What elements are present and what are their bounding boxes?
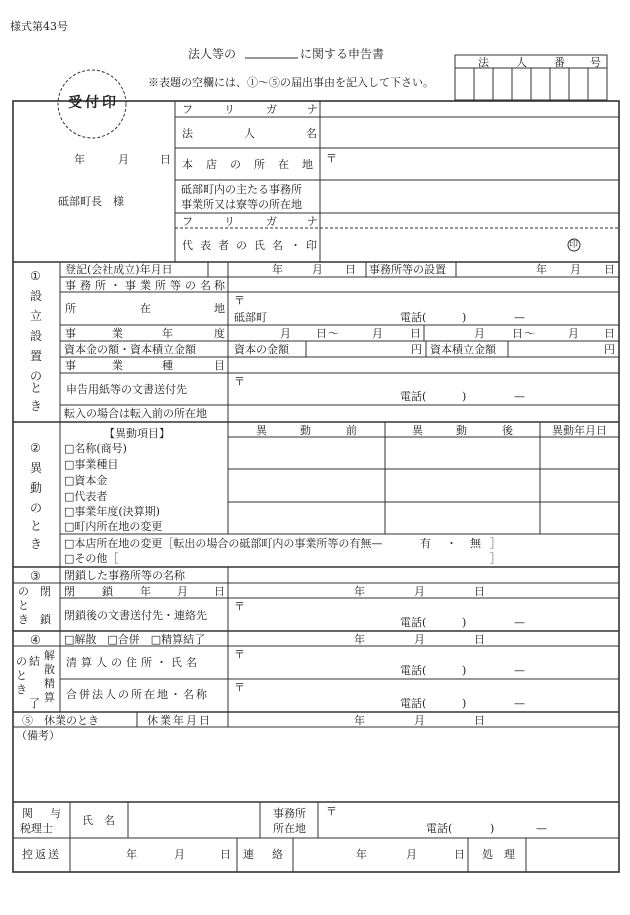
s4-day: 日 bbox=[474, 633, 485, 646]
s3-phone: 電話( bbox=[400, 616, 427, 629]
s1-send-phone: 電話( bbox=[400, 390, 427, 403]
date-month: 月 bbox=[118, 153, 129, 166]
corp-number-header-3: 番 bbox=[554, 56, 565, 69]
s4-merger-phone-dash: — bbox=[514, 697, 525, 710]
rep-name-6: 名 bbox=[272, 239, 283, 252]
s4-liq-phone-close: ) bbox=[462, 664, 467, 677]
s1-office-name-9: の bbox=[185, 279, 196, 292]
s2-char-5: と bbox=[30, 519, 43, 533]
s1-capital-amount-label: 資本の金額 bbox=[234, 343, 289, 356]
rep-furigana-3: ガ bbox=[266, 215, 277, 228]
s1-fy-tilde1: ～ bbox=[328, 327, 339, 340]
s2-item-town-location: □町内所在地の変更 bbox=[64, 520, 163, 533]
s3-closed-office-label: 閉鎖した事務所等の名称 bbox=[64, 569, 185, 582]
rep-name-5: 氏 bbox=[254, 239, 265, 252]
s1-fy-4: 度 bbox=[214, 327, 225, 340]
s2-before-2: 動 bbox=[300, 424, 311, 437]
s1-postal-mark: 〒 bbox=[234, 294, 245, 307]
s1-char-1: ① bbox=[30, 269, 41, 283]
seal-mark: 印 bbox=[569, 240, 579, 250]
s1-moved-in-label: 転入の場合は転入前の所在地 bbox=[64, 407, 207, 420]
s1-phone: 電話( bbox=[400, 311, 427, 324]
s2-item-fiscal: □事業年度(決算期) bbox=[64, 505, 160, 518]
s2-item-business: □事業種目 bbox=[64, 458, 119, 471]
s1-char-6: の bbox=[30, 369, 43, 383]
s5-label: ⑤ 休業のとき bbox=[22, 714, 99, 727]
form-number: 様式第43号 bbox=[10, 20, 68, 33]
s5-year: 年 bbox=[354, 714, 365, 727]
s2-item-capital: □資本金 bbox=[64, 474, 108, 487]
s3-side-to: と bbox=[18, 599, 29, 612]
s4-side-zan: 算 bbox=[44, 691, 55, 704]
s4-merger-postal: 〒 bbox=[234, 681, 245, 694]
s4-side-kai: 解 bbox=[44, 649, 55, 662]
rep-furigana-2: リ bbox=[224, 215, 235, 228]
s1-send-phone-close: ) bbox=[462, 390, 467, 403]
s1-office-name-1: 事 bbox=[65, 279, 76, 292]
s1-office-name-2: 務 bbox=[80, 279, 91, 292]
s1-biz-1: 事 bbox=[65, 359, 76, 372]
s1-office-name-8: 等 bbox=[170, 279, 181, 292]
s1-phone-close: ) bbox=[462, 311, 467, 324]
s1-reg-date-label: 登記(会社成立)年月日 bbox=[65, 263, 173, 276]
s2-after-1: 異 bbox=[412, 424, 423, 437]
s4-side-san: 散 bbox=[44, 663, 55, 676]
s1-char-8: き bbox=[30, 399, 43, 413]
s1-send-phone-dash: — bbox=[514, 390, 525, 403]
s1-biz-2: 業 bbox=[112, 359, 123, 372]
s1-location-3: 地 bbox=[214, 302, 225, 315]
s1-phone-dash: — bbox=[514, 311, 525, 324]
s1-fy-d3: 日 bbox=[512, 327, 523, 340]
rep-name-7: ・ bbox=[290, 239, 301, 252]
s1-fy-3: 年 bbox=[162, 327, 173, 340]
footer-kan: 関 bbox=[22, 807, 33, 820]
footer-phone-close: ) bbox=[490, 822, 495, 835]
s4-month: 月 bbox=[414, 633, 425, 646]
s1-town: 砥部町 bbox=[234, 311, 267, 324]
head-office-6: 地 bbox=[302, 158, 313, 171]
s3-month: 月 bbox=[414, 585, 425, 598]
s3-send-after-label: 閉鎖後の文書送付先・連絡先 bbox=[64, 609, 207, 622]
s2-item-name: □名称(商号) bbox=[64, 442, 127, 455]
s1-setup-month: 月 bbox=[570, 263, 581, 276]
s1-fy-m3: 月 bbox=[474, 327, 485, 340]
s1-reg-year: 年 bbox=[272, 263, 283, 276]
title-note: ※表題の空欄には、①～⑤の届出事由を記入して下さい。 bbox=[148, 76, 434, 89]
footer-tax-advisor: 税理士 bbox=[20, 822, 53, 835]
s4-merger-phone: 電話( bbox=[400, 697, 427, 710]
s2-before-1: 異 bbox=[256, 424, 267, 437]
postal-mark-head: 〒 bbox=[326, 152, 337, 165]
s2-dot: ・ bbox=[446, 537, 457, 550]
s1-fy-m1: 月 bbox=[280, 327, 291, 340]
footer-yo: 与 bbox=[50, 807, 61, 820]
s1-office-name-4: ・ bbox=[110, 279, 121, 292]
s2-item-rep: □代表者 bbox=[64, 490, 108, 503]
s2-items-header: 【異動項目】 bbox=[104, 427, 170, 440]
corp-number-header-4: 号 bbox=[590, 56, 601, 69]
s1-char-5: 置 bbox=[30, 349, 43, 363]
s1-reg-month: 月 bbox=[312, 263, 323, 276]
footer-process-1: 処 bbox=[482, 848, 493, 861]
s4-liq-postal: 〒 bbox=[234, 648, 245, 661]
s5-day: 日 bbox=[474, 714, 485, 727]
s1-office-name-5: 事 bbox=[125, 279, 136, 292]
s1-office-setup-label: 事務所等の設置 bbox=[369, 263, 446, 276]
s1-office-name-7: 所 bbox=[155, 279, 166, 292]
addressee: 砥部町長 様 bbox=[58, 195, 124, 208]
s4-side-ki: き bbox=[16, 683, 27, 696]
footer-ct-day: 日 bbox=[454, 848, 465, 861]
s1-fy-m2: 月 bbox=[372, 327, 383, 340]
s2-after-3: 後 bbox=[502, 424, 513, 437]
s2-bracket-close-1: ］ bbox=[490, 537, 501, 550]
main-office-line2: 事業所又は寮等の所在地 bbox=[181, 198, 302, 211]
date-year: 年 bbox=[74, 153, 85, 166]
s3-closed-date-4: 月 bbox=[177, 585, 188, 598]
s1-capital-label: 資本金の額・資本積立金額 bbox=[64, 343, 196, 356]
s4-options: □解散 □合併 □精算結了 bbox=[64, 633, 206, 646]
s2-char-2: 異 bbox=[30, 461, 43, 475]
s1-setup-year: 年 bbox=[536, 263, 547, 276]
s4-liquidator-label: 清算人の住所・氏名 bbox=[66, 656, 201, 669]
s1-biz-3: 種 bbox=[162, 359, 173, 372]
s3-side-chain: 鎖 bbox=[40, 613, 51, 626]
footer-cs-year: 年 bbox=[126, 848, 137, 861]
footer-cs-day: 日 bbox=[220, 848, 231, 861]
s1-office-name-3: 所 bbox=[95, 279, 106, 292]
s3-side-no: の bbox=[18, 585, 29, 598]
s2-yes: 有 bbox=[420, 537, 431, 550]
head-office-1: 本 bbox=[182, 158, 193, 171]
rep-furigana-1: フ bbox=[182, 215, 193, 228]
s4-merger-label: 合併法人の所在地・名称 bbox=[66, 688, 209, 701]
s1-char-2: 設 bbox=[30, 289, 43, 303]
s3-closed-date-1: 閉 bbox=[64, 585, 75, 598]
date-day: 日 bbox=[160, 153, 171, 166]
footer-office-1: 事務所 bbox=[273, 807, 306, 820]
footer-ct-year: 年 bbox=[356, 848, 367, 861]
s2-other: □その他［ bbox=[64, 552, 119, 565]
s1-char-3: 立 bbox=[30, 309, 43, 323]
s1-location-2: 在 bbox=[140, 302, 151, 315]
corp-name-3: 名 bbox=[306, 127, 317, 140]
main-office-line1: 砥部町内の主たる事務所 bbox=[181, 183, 302, 196]
s1-send-to-label: 申告用紙等の文書送付先 bbox=[66, 383, 187, 396]
s1-office-name-10: 名 bbox=[200, 279, 211, 292]
footer-postal: 〒 bbox=[326, 805, 337, 818]
footer-contact-1: 連 bbox=[243, 848, 254, 861]
rep-name-2: 表 bbox=[200, 239, 211, 252]
footer-phone-dash: — bbox=[536, 822, 547, 835]
s1-char-7: と bbox=[30, 381, 43, 395]
furigana-4: ナ bbox=[307, 103, 318, 116]
s4-merger-phone-close: ) bbox=[462, 697, 467, 710]
s3-year: 年 bbox=[354, 585, 365, 598]
footer-ct-month: 月 bbox=[406, 848, 417, 861]
title-prefix: 法人等の bbox=[188, 47, 237, 61]
s1-office-name-6: 業 bbox=[140, 279, 151, 292]
s1-char-4: 設 bbox=[30, 329, 43, 343]
s4-side-ketsu: 結 bbox=[29, 655, 40, 668]
s4-side-ryo: 了 bbox=[29, 697, 40, 710]
s1-location-1: 所 bbox=[65, 302, 76, 315]
s1-send-postal: 〒 bbox=[234, 375, 245, 388]
s5-month: 月 bbox=[414, 714, 425, 727]
s2-char-6: き bbox=[30, 537, 43, 551]
s1-fy-d4: 日 bbox=[604, 327, 615, 340]
footer-process-2: 理 bbox=[504, 848, 515, 861]
s4-num: ④ bbox=[30, 633, 41, 647]
rep-name-4: の bbox=[236, 239, 247, 252]
s1-fy-2: 業 bbox=[112, 327, 123, 340]
s1-capital-reserve-label: 資本積立金額 bbox=[430, 343, 496, 356]
s3-closed-date-5: 日 bbox=[214, 585, 225, 598]
s3-closed-date-3: 年 bbox=[140, 585, 151, 598]
s4-side-to: と bbox=[16, 669, 27, 682]
s2-bracket-close-2: ］ bbox=[490, 552, 501, 565]
furigana-2: リ bbox=[224, 103, 235, 116]
footer-contact-2: 絡 bbox=[272, 848, 283, 861]
rep-name-8: 印 bbox=[306, 239, 317, 252]
s1-yen-1: 円 bbox=[411, 343, 422, 356]
s1-fy-d2: 日 bbox=[410, 327, 421, 340]
s5-date-label: 休業年月日 bbox=[147, 714, 212, 727]
furigana-3: ガ bbox=[266, 103, 277, 116]
s4-side-no: の bbox=[16, 655, 27, 668]
s4-liq-phone: 電話( bbox=[400, 664, 427, 677]
rep-furigana-4: ナ bbox=[307, 215, 318, 228]
s1-reg-day: 日 bbox=[345, 263, 356, 276]
footer-copy-sent: 控返送 bbox=[22, 848, 61, 861]
rep-name-3: 者 bbox=[218, 239, 229, 252]
footer-name-label: 氏 名 bbox=[82, 814, 115, 827]
head-office-4: 所 bbox=[254, 158, 265, 171]
title-suffix: に関する申告書 bbox=[300, 47, 385, 61]
head-office-2: 店 bbox=[206, 158, 217, 171]
s1-fy-d1: 日 bbox=[316, 327, 327, 340]
s3-num: ③ bbox=[30, 569, 41, 583]
s3-phone-close: ) bbox=[462, 616, 467, 629]
s2-head-office-change: □本店所在地の変更［転出の場合の砥部町内の事業所等の有無— bbox=[64, 537, 383, 550]
s2-after-2: 動 bbox=[456, 424, 467, 437]
s2-char-1: ② bbox=[30, 441, 41, 455]
s3-side-ki: き bbox=[18, 613, 29, 626]
s2-char-3: 動 bbox=[30, 481, 43, 495]
remarks-label: （備考） bbox=[16, 729, 60, 742]
corp-name-2: 人 bbox=[244, 127, 255, 140]
s2-date-header: 異動年月日 bbox=[552, 424, 607, 437]
corp-number-header-2: 人 bbox=[516, 56, 527, 69]
footer-cs-month: 月 bbox=[174, 848, 185, 861]
s1-setup-day: 日 bbox=[604, 263, 615, 276]
footer-office-2: 所在地 bbox=[273, 822, 306, 835]
s1-fy-tilde2: ～ bbox=[524, 327, 535, 340]
corp-name-1: 法 bbox=[182, 127, 193, 140]
head-office-3: の bbox=[230, 158, 241, 171]
s3-postal: 〒 bbox=[234, 600, 245, 613]
s4-year: 年 bbox=[354, 633, 365, 646]
s3-side-close: 閉 bbox=[40, 585, 51, 598]
s4-side-sei: 精 bbox=[44, 677, 55, 690]
corp-number-header-1: 法 bbox=[478, 56, 489, 69]
s2-char-4: の bbox=[30, 501, 43, 515]
footer-phone: 電話( bbox=[426, 822, 453, 835]
s1-fy-1: 事 bbox=[65, 327, 76, 340]
s3-day: 日 bbox=[474, 585, 485, 598]
s4-liq-phone-dash: — bbox=[514, 664, 525, 677]
furigana-1: フ bbox=[182, 103, 193, 116]
s3-phone-dash: — bbox=[514, 616, 525, 629]
s1-biz-4: 目 bbox=[214, 359, 225, 372]
s2-before-3: 前 bbox=[346, 424, 357, 437]
rep-name-1: 代 bbox=[182, 239, 193, 252]
head-office-5: 在 bbox=[278, 158, 289, 171]
s1-office-name-11: 称 bbox=[214, 279, 225, 292]
s2-no: 無 bbox=[470, 537, 481, 550]
s1-yen-2: 円 bbox=[604, 343, 615, 356]
receipt-stamp: 受付印 bbox=[68, 95, 119, 111]
s3-closed-date-2: 鎖 bbox=[102, 585, 113, 598]
s1-fy-m4: 月 bbox=[568, 327, 579, 340]
